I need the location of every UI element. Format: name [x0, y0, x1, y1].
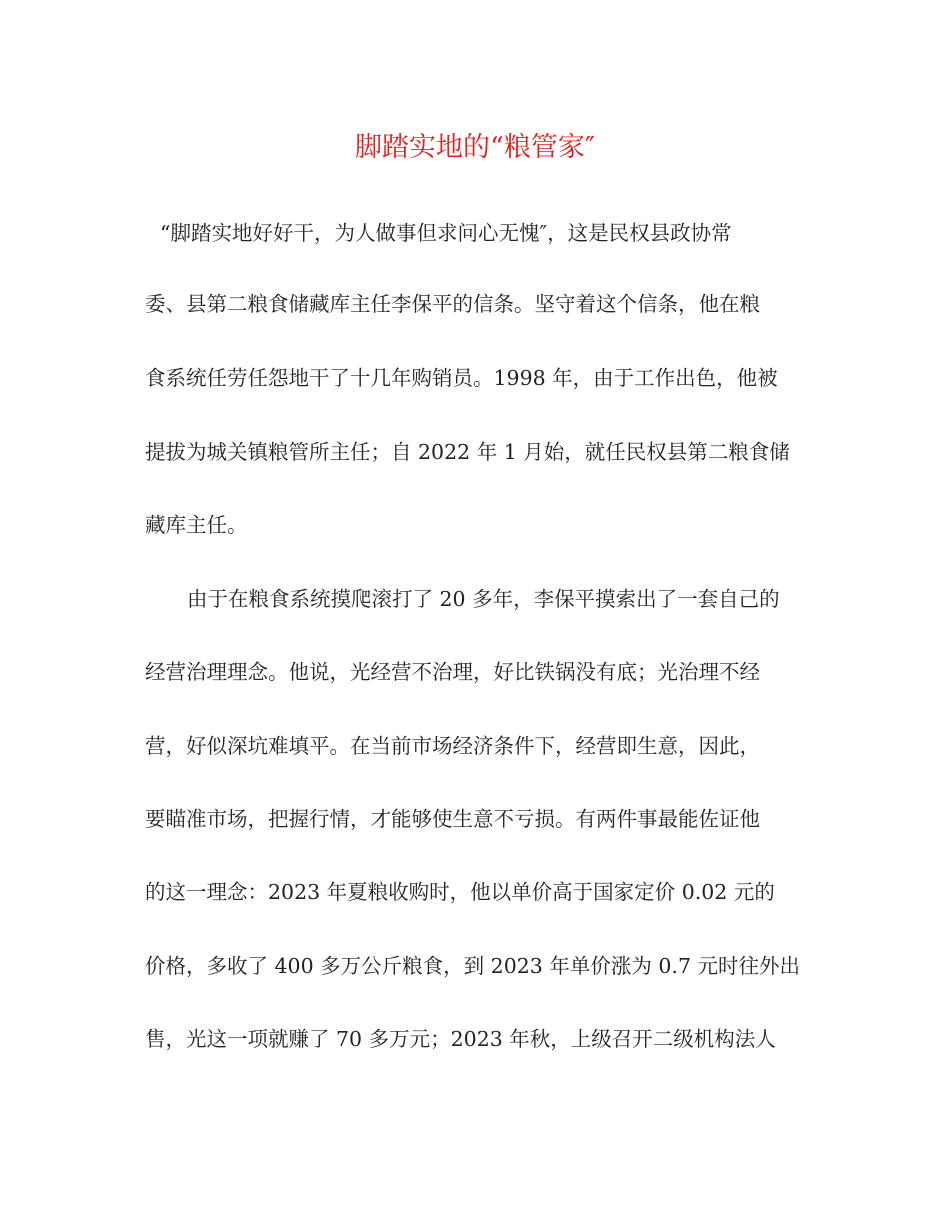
paragraph-line: 经营治理理念。他说，光经营不治理，好比铁锅没有底；光治理不经 — [145, 660, 760, 684]
paragraph-line: 藏库主任。 — [145, 513, 248, 537]
paragraph-line: 提拔为城关镇粮管所主任；自 2022 年 1 月始，就任民权县第二粮食储 — [145, 440, 790, 464]
paragraph-line: “脚踏实地好好干，为人做事但求问心无愧″，这是民权县政协常 — [160, 221, 732, 245]
paragraph-line: 食系统任劳任怨地干了十几年购销员。1998 年，由于工作出色，他被 — [145, 366, 778, 390]
paragraph-line: 由于在粮食系统摸爬滚打了 20 多年，李保平摸索出了一套自己的 — [187, 587, 780, 611]
paragraph-line: 委、县第二粮食储藏库主任李保平的信条。坚守着这个信条，他在粮 — [145, 292, 760, 316]
paragraph-line: 的这一理念：2023 年夏粮收购时，他以单价高于国家定价 0.02 元的 — [145, 880, 775, 904]
paragraph-line: 价格，多收了 400 多万公斤粮食，到 2023 年单价涨为 0.7 元时往外出 — [145, 954, 800, 978]
document-title: 脚踏实地的“粮管家″ — [355, 132, 595, 163]
paragraph-line: 要瞄准市场，把握行情，才能够使生意不亏损。有两件事最能佐证他 — [145, 807, 760, 831]
paragraph-line: 营，好似深坑难填平。在当前市场经济条件下，经营即生意，因此， — [145, 734, 760, 758]
paragraph-line: 售，光这一项就赚了 70 多万元；2023 年秋，上级召开二级机构法人 — [145, 1027, 776, 1051]
